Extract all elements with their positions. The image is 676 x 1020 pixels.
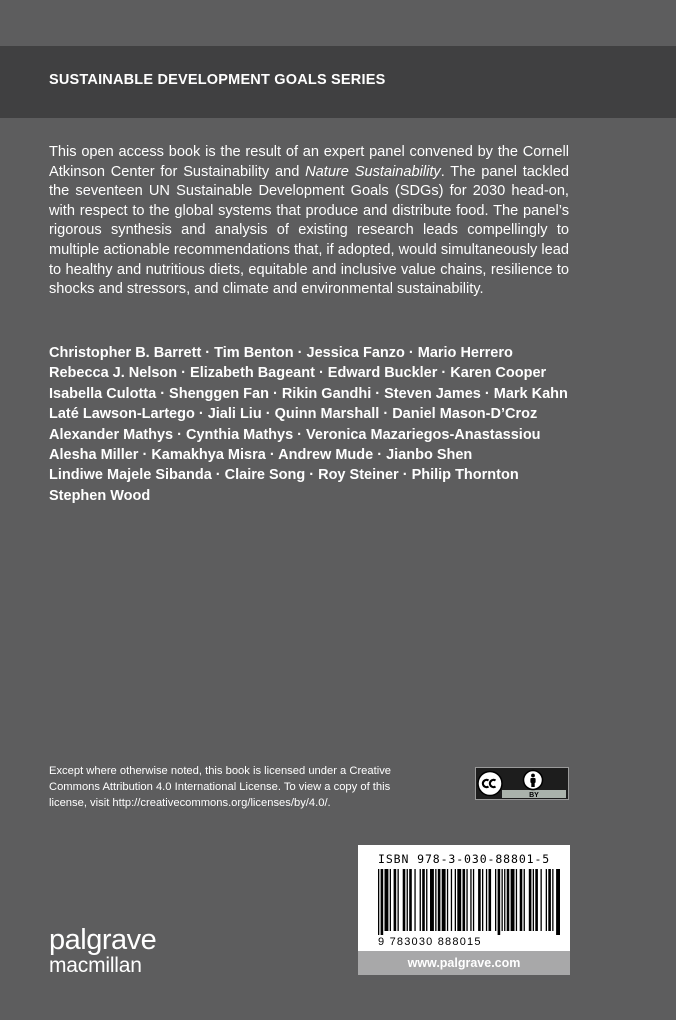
barcode-bar [414, 869, 415, 931]
publisher-logo-line-1: palgrave [49, 924, 157, 956]
barcode-bar [455, 869, 456, 931]
barcode-bar [447, 869, 448, 931]
barcode-bar [516, 869, 517, 931]
barcode-bar [438, 869, 441, 931]
barcode-bar [403, 869, 406, 931]
license-notice: Except where otherwise noted, this book is licensed under a Creative Commons Attribution 4.0 International License. To view a copy of this license, visit http://creativecommons.org/licenses/by/4.0/. [49, 765, 392, 809]
barcode-bar [435, 869, 436, 931]
barcode-bar [529, 869, 532, 931]
barcode-bar [457, 869, 461, 931]
barcode-bar [520, 869, 523, 931]
barcode-bar [533, 869, 534, 931]
barcode-bar [486, 869, 487, 931]
author-line: Christopher B. Barrett · Tim Benton · Jessica Fanzo · Mario Herrero [49, 345, 513, 361]
barcode-bar [556, 869, 560, 935]
barcode-bar [482, 869, 483, 931]
author-line: Isabella Culotta · Shenggen Fan · Rikin Gandhi · Steven James · Mark Kahn [49, 385, 568, 402]
attribution-person-icon [524, 771, 543, 790]
author-list [49, 343, 589, 506]
author-line: Rebecca J. Nelson · Elizabeth Bageant · Edward Buckler · Karen Cooper [49, 365, 547, 382]
barcode-bar [420, 869, 421, 931]
author-line: Alexander Mathys · Cynthia Mathys · Veronica Mazariegos-Anastassiou [49, 426, 541, 443]
cc-by-label: BY [529, 792, 539, 799]
barcode-bar [394, 869, 397, 931]
barcode-bar [511, 869, 515, 931]
barcode-bar [407, 869, 408, 931]
publisher-website: www.palgrave.com [358, 951, 570, 975]
barcode-bar [385, 869, 389, 931]
barcode-bar [502, 869, 503, 931]
publisher-logo-line-2: macmillan [49, 954, 142, 977]
barcode-bar [478, 869, 481, 931]
barcode-bar [498, 869, 501, 935]
barcode-bar [541, 869, 542, 931]
author-line: Laté Lawson-Lartego · Jiali Liu · Quinn Marshall · Daniel Mason-D’Croz [49, 406, 538, 423]
barcode-bar [470, 869, 471, 931]
barcode-bar [552, 869, 553, 931]
barcode-bar [466, 869, 467, 931]
author-line: Alesha Miller · Kamakhya Misra · Andrew Mude · Jianbo Shen [49, 447, 473, 464]
barcode-digits: 9 783030 888015 [378, 936, 482, 948]
barcode-bar [442, 869, 446, 931]
isbn-barcode-box [358, 845, 570, 951]
barcode-bar [524, 869, 525, 931]
series-band [0, 46, 676, 118]
barcode-bar [495, 869, 496, 931]
barcode-bar [535, 869, 538, 931]
publisher-logo [49, 926, 156, 978]
barcode-bar [504, 869, 505, 931]
barcode-bar [507, 869, 510, 931]
barcode-bar [451, 869, 452, 931]
barcode-bar [381, 869, 384, 935]
barcode-bar [378, 869, 379, 935]
barcode-bar [463, 869, 466, 931]
barcode-bar [390, 869, 391, 931]
isbn-label: ISBN 978-3-030-88801-5 [378, 852, 551, 866]
journal-name: Nature Sustainability [305, 163, 441, 180]
author-line: Stephen Wood [49, 487, 151, 504]
barcode-bar [426, 869, 427, 931]
barcode-bar [546, 869, 547, 931]
cc-icon [478, 772, 502, 796]
book-description [49, 143, 569, 300]
description-part-1: This open access book is the result of an expert panel convened by the Cornell Atkinson Center for Sustainability and [49, 144, 569, 180]
barcode [378, 869, 560, 935]
barcode-bar [422, 869, 425, 931]
barcode-bar [398, 869, 399, 931]
description-part-2: . The panel tackled the seventeen UN Sustainable Development Goals (SDGs) for 2030 head-on, with respect to the global systems that produce and distribute food. The panel’s rigorous synthesis and analysis of existing research leads compellingly to multiple actionable recommendations that, if adopted, would simultaneously lead to healthy and nutritious diets, equitable and inclusive value chains, resilience to shocks and stressors, and climate and environmental sustainability. [49, 163, 570, 298]
author-line: Lindiwe Majele Sibanda · Claire Song · Roy Steiner · Philip Thornton [49, 467, 519, 484]
cc-by-badge [475, 767, 569, 800]
series-title: SUSTAINABLE DEVELOPMENT GOALS SERIES [49, 72, 386, 88]
barcode-bar [489, 869, 492, 931]
barcode-bar [548, 869, 551, 931]
barcode-bar [473, 869, 474, 931]
barcode-bar [430, 869, 434, 931]
barcode-bar [409, 869, 412, 931]
